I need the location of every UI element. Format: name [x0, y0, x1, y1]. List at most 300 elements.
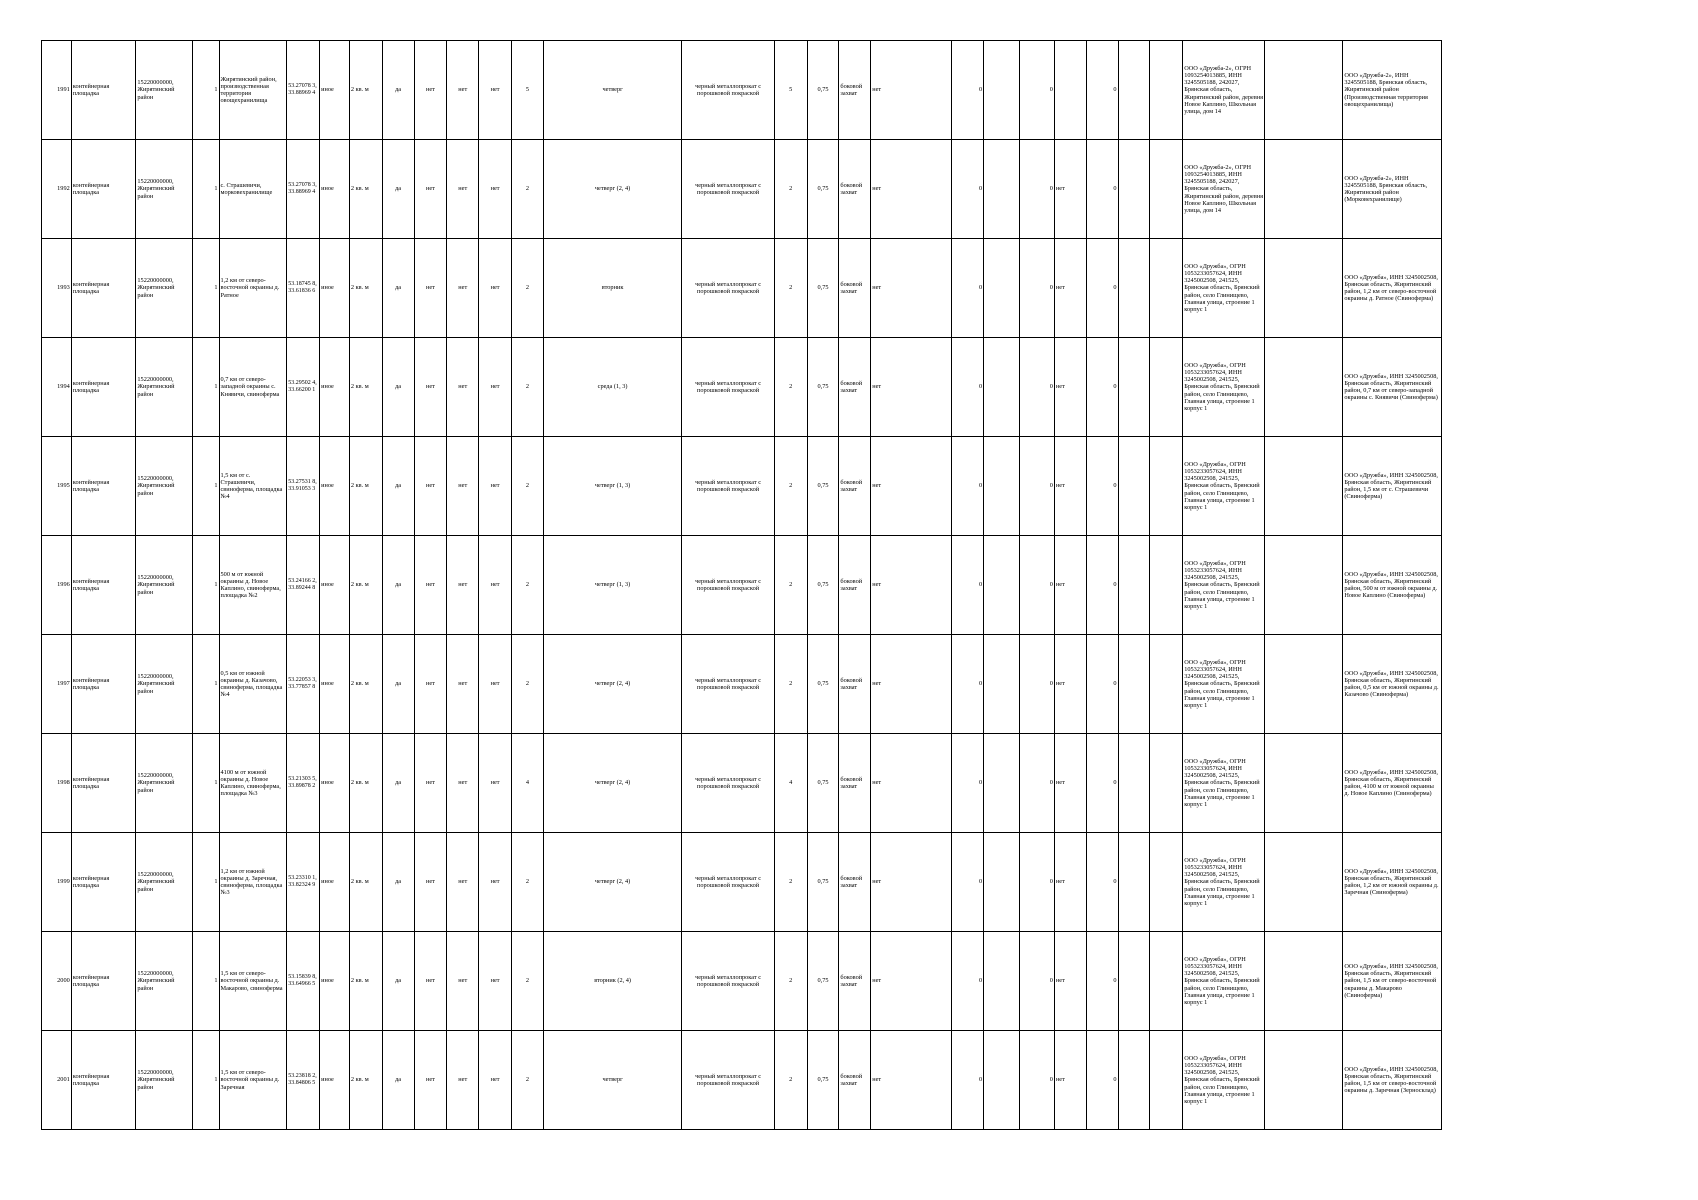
lid-flag: нет: [871, 41, 952, 140]
fence-flag: да: [382, 833, 414, 932]
schedule: четверг (1, 3): [543, 437, 682, 536]
area: 2 кв. м: [349, 734, 382, 833]
container-count: 2: [774, 437, 807, 536]
flag-5: нет: [1054, 536, 1086, 635]
zero-value-2: 0: [1020, 437, 1055, 536]
container-volume: 0,75: [807, 140, 839, 239]
flag-3: нет: [447, 41, 479, 140]
container-material: черный металлопрокат с порошковой покраской: [682, 833, 774, 932]
surface-type: иное: [320, 437, 350, 536]
container-count: 5: [774, 41, 807, 140]
flag-3: нет: [447, 140, 479, 239]
empty-cell: [1150, 338, 1183, 437]
flag-5: нет: [1054, 140, 1086, 239]
empty-cell: [1265, 734, 1343, 833]
row-number: 1996: [42, 536, 72, 635]
empty-cell: [1150, 41, 1183, 140]
empty-cell: [1265, 1031, 1343, 1130]
flag-4: нет: [479, 41, 512, 140]
coordinates: 53.27078 3, 33.88969 4: [287, 41, 320, 140]
empty-cell: [1265, 41, 1343, 140]
flag-4: нет: [479, 239, 512, 338]
empty-cell: [1150, 140, 1183, 239]
owner-details: ООО «Дружба», ОГРН 1053233057624, ИНН 3245002508, 241525, Брянская область, Брянский район, село Глинищево, Главная улица, строение 1 корпус 1: [1183, 932, 1265, 1031]
row-number: 1998: [42, 734, 72, 833]
empty-cell: [1150, 734, 1183, 833]
zero-value-3: 0: [1086, 635, 1118, 734]
site-type: контейнерная площадка: [71, 833, 136, 932]
container-volume: 0,75: [807, 635, 839, 734]
surface-type: иное: [320, 536, 350, 635]
site-count: 1: [192, 734, 219, 833]
surface-type: иное: [320, 239, 350, 338]
waste-source: ООО «Дружба», ИНН 3245002508, Брянская область, Жирятинский район, 500 м от южной окраины д. Новое Каплино (Свиноферма): [1343, 536, 1442, 635]
waste-source: ООО «Дружба», ИНН 3245002508, Брянская область, Жирятинский район, 1,5 км от с. Страшевичи (Свиноферма): [1343, 437, 1442, 536]
canopy-flag: нет: [414, 932, 447, 1031]
canopy-flag: нет: [414, 41, 447, 140]
flag-3: нет: [447, 734, 479, 833]
row-number: 1991: [42, 41, 72, 140]
zero-value-3: 0: [1086, 437, 1118, 536]
coordinates: 53.24166 2, 33.89244 8: [287, 536, 320, 635]
container-volume: 0,75: [807, 734, 839, 833]
registry-body: [42, 41, 1442, 1130]
zero-value-3: 0: [1086, 338, 1118, 437]
location: 0,5 км от южной окраины д. Казачово, свиноферма, площадка №4: [219, 635, 287, 734]
empty-cell: [1118, 932, 1150, 1031]
coordinates: 53.18745 8, 33.61836 6: [287, 239, 320, 338]
fence-flag: да: [382, 437, 414, 536]
okato-district: 15220000000, Жирятинский район: [136, 140, 192, 239]
table-row: [42, 932, 1442, 1031]
zero-value-1: 0: [952, 41, 984, 140]
zero-value-2: 0: [1020, 536, 1055, 635]
owner-details: ООО «Дружба», ОГРН 1053233057624, ИНН 3245002508, 241525, Брянская область, Брянский район, село Глинищево, Главная улица, строение 1 корпус 1: [1183, 338, 1265, 437]
table-row: [42, 1031, 1442, 1130]
okato-district: 15220000000, Жирятинский район: [136, 239, 192, 338]
zero-value-1: 0: [952, 140, 984, 239]
canopy-flag: нет: [414, 140, 447, 239]
empty-cell: [1265, 932, 1343, 1031]
waste-source: ООО «Дружба», ИНН 3245002508, Брянская область, Жирятинский район, 0,7 км от северо-западной окраины с. Княвичи (Свиноферма): [1343, 338, 1442, 437]
zero-value-3: 0: [1086, 833, 1118, 932]
area: 2 кв. м: [349, 1031, 382, 1130]
schedule: среда (1, 3): [543, 338, 682, 437]
lid-flag: нет: [871, 1031, 952, 1130]
location: 4100 м от южной окраины д. Новое Каплино, свиноферма, площадка №3: [219, 734, 287, 833]
empty-cell: [1150, 932, 1183, 1031]
flag-4: нет: [479, 932, 512, 1031]
lid-flag: нет: [871, 734, 952, 833]
table-row: [42, 833, 1442, 932]
site-type: контейнерная площадка: [71, 635, 136, 734]
container-count: 2: [774, 1031, 807, 1130]
table-row: [42, 140, 1442, 239]
lid-flag: нет: [871, 833, 952, 932]
container-count: 2: [774, 140, 807, 239]
waste-source: ООО «Дружба», ИНН 3245002508, Брянская область, Жирятинский район, 1,2 км от северо-восточной окраины д. Ратное (Свиноферма): [1343, 239, 1442, 338]
empty-cell: [1150, 239, 1183, 338]
flag-5: нет: [1054, 833, 1086, 932]
container-number: 2: [512, 635, 544, 734]
surface-type: иное: [320, 1031, 350, 1130]
coordinates: 53.21303 5, 33.89878 2: [287, 734, 320, 833]
empty-cell: [1118, 635, 1150, 734]
coordinates: 53.22053 3, 33.77857 8: [287, 635, 320, 734]
table-row: [42, 239, 1442, 338]
empty-cell: [1118, 239, 1150, 338]
empty-cell: [1150, 1031, 1183, 1130]
owner-details: ООО «Дружба-2», ОГРН 1093254013885, ИНН 3245505188, 242027, Брянская область, Жирятинский район, деревня Новое Каплино, Школьная улица, дом 14: [1183, 140, 1265, 239]
zero-value-1: 0: [952, 1031, 984, 1130]
container-count: 2: [774, 239, 807, 338]
owner-details: ООО «Дружба», ОГРН 1053233057624, ИНН 3245002508, 241525, Брянская область, Брянский район, село Глинищево, Главная улица, строение 1 корпус 1: [1183, 536, 1265, 635]
empty-cell: [1118, 41, 1150, 140]
schedule: вторник (2, 4): [543, 932, 682, 1031]
canopy-flag: нет: [414, 239, 447, 338]
loading-type: боковой захват: [839, 239, 871, 338]
lid-flag: нет: [871, 536, 952, 635]
canopy-flag: нет: [414, 338, 447, 437]
empty-cell: [1265, 536, 1343, 635]
schedule: четверг (1, 3): [543, 536, 682, 635]
lid-flag: нет: [871, 338, 952, 437]
surface-type: иное: [320, 833, 350, 932]
empty-cell: [984, 734, 1020, 833]
schedule: четверг (2, 4): [543, 734, 682, 833]
surface-type: иное: [320, 635, 350, 734]
area: 2 кв. м: [349, 536, 382, 635]
container-count: 2: [774, 932, 807, 1031]
loading-type: боковой захват: [839, 536, 871, 635]
container-material: черный металлопрокат с порошковой покраской: [682, 41, 774, 140]
waste-source: ООО «Дружба», ИНН 3245002508, Брянская область, Жирятинский район, 1,2 км от южной окраины д. Заречная (Свиноферма): [1343, 833, 1442, 932]
owner-details: ООО «Дружба-2», ОГРН 1093254013885, ИНН 3245505188, 242027, Брянская область, Жирятинский район, деревня Новое Каплино, Школьная улица, дом 14: [1183, 41, 1265, 140]
location: 0,7 км от северо-западной окраины с. Княвичи, свиноферма: [219, 338, 287, 437]
canopy-flag: нет: [414, 635, 447, 734]
container-volume: 0,75: [807, 536, 839, 635]
okato-district: 15220000000, Жирятинский район: [136, 734, 192, 833]
empty-cell: [1265, 338, 1343, 437]
zero-value-3: 0: [1086, 140, 1118, 239]
empty-cell: [1150, 833, 1183, 932]
container-volume: 0,75: [807, 833, 839, 932]
empty-cell: [984, 635, 1020, 734]
loading-type: боковой захват: [839, 635, 871, 734]
zero-value-1: 0: [952, 833, 984, 932]
okato-district: 15220000000, Жирятинский район: [136, 635, 192, 734]
table-row: [42, 41, 1442, 140]
okato-district: 15220000000, Жирятинский район: [136, 1031, 192, 1130]
site-type: контейнерная площадка: [71, 536, 136, 635]
fence-flag: да: [382, 734, 414, 833]
schedule: четверг: [543, 41, 682, 140]
registry-table: [41, 40, 1442, 1130]
container-count: 2: [774, 338, 807, 437]
coordinates: 53.15839 8, 33.64966 5: [287, 932, 320, 1031]
loading-type: боковой захват: [839, 437, 871, 536]
empty-cell: [984, 239, 1020, 338]
empty-cell: [984, 437, 1020, 536]
location: 1,2 км от северо-восточной окраины д. Ратное: [219, 239, 287, 338]
zero-value-2: 0: [1020, 635, 1055, 734]
schedule: вторник: [543, 239, 682, 338]
zero-value-3: 0: [1086, 239, 1118, 338]
area: 2 кв. м: [349, 140, 382, 239]
area: 2 кв. м: [349, 932, 382, 1031]
container-number: 2: [512, 239, 544, 338]
flag-5: нет: [1054, 1031, 1086, 1130]
loading-type: боковой захват: [839, 1031, 871, 1130]
container-count: 2: [774, 635, 807, 734]
waste-source: ООО «Дружба-2», ИНН 3245505188, Брянская область, Жирятинский район (Морковехранилище): [1343, 140, 1442, 239]
owner-details: ООО «Дружба», ОГРН 1053233057624, ИНН 3245002508, 241525, Брянская область, Брянский район, село Глинищево, Главная улица, строение 1 корпус 1: [1183, 437, 1265, 536]
fence-flag: да: [382, 239, 414, 338]
flag-3: нет: [447, 833, 479, 932]
owner-details: ООО «Дружба», ОГРН 1053233057624, ИНН 3245002508, 241525, Брянская область, Брянский район, село Глинищево, Главная улица, строение 1 корпус 1: [1183, 734, 1265, 833]
container-volume: 0,75: [807, 437, 839, 536]
zero-value-1: 0: [952, 932, 984, 1031]
fence-flag: да: [382, 1031, 414, 1130]
canopy-flag: нет: [414, 833, 447, 932]
area: 2 кв. м: [349, 41, 382, 140]
container-material: черный металлопрокат с порошковой покраской: [682, 140, 774, 239]
site-count: 1: [192, 635, 219, 734]
fence-flag: да: [382, 41, 414, 140]
site-count: 1: [192, 338, 219, 437]
empty-cell: [1118, 536, 1150, 635]
container-count: 2: [774, 536, 807, 635]
location: 1,5 км от северо-восточной окраины д. Макарово, свиноферма: [219, 932, 287, 1031]
okato-district: 15220000000, Жирятинский район: [136, 932, 192, 1031]
site-type: контейнерная площадка: [71, 932, 136, 1031]
flag-4: нет: [479, 1031, 512, 1130]
container-volume: 0,75: [807, 932, 839, 1031]
container-volume: 0,75: [807, 41, 839, 140]
zero-value-1: 0: [952, 734, 984, 833]
table-row: [42, 734, 1442, 833]
owner-details: ООО «Дружба», ОГРН 1053233057624, ИНН 3245002508, 241525, Брянская область, Брянский район, село Глинищево, Главная улица, строение 1 корпус 1: [1183, 635, 1265, 734]
zero-value-2: 0: [1020, 338, 1055, 437]
zero-value-3: 0: [1086, 932, 1118, 1031]
empty-cell: [1265, 437, 1343, 536]
loading-type: боковой захват: [839, 140, 871, 239]
site-count: 1: [192, 536, 219, 635]
flag-5: [1054, 41, 1086, 140]
empty-cell: [1265, 635, 1343, 734]
row-number: 1999: [42, 833, 72, 932]
area: 2 кв. м: [349, 437, 382, 536]
container-number: 2: [512, 536, 544, 635]
empty-cell: [1265, 833, 1343, 932]
empty-cell: [984, 1031, 1020, 1130]
surface-type: иное: [320, 41, 350, 140]
fence-flag: да: [382, 338, 414, 437]
zero-value-3: 0: [1086, 41, 1118, 140]
loading-type: боковой захват: [839, 41, 871, 140]
container-number: 4: [512, 734, 544, 833]
zero-value-2: 0: [1020, 239, 1055, 338]
waste-source: ООО «Дружба», ИНН 3245002508, Брянская область, Жирятинский район, 4100 м от южной окраины д. Новое Каплино (Свиноферма): [1343, 734, 1442, 833]
flag-5: нет: [1054, 437, 1086, 536]
site-type: контейнерная площадка: [71, 239, 136, 338]
flag-4: нет: [479, 536, 512, 635]
empty-cell: [1265, 239, 1343, 338]
lid-flag: нет: [871, 437, 952, 536]
flag-4: нет: [479, 833, 512, 932]
surface-type: иное: [320, 338, 350, 437]
table-row: [42, 635, 1442, 734]
row-number: 1994: [42, 338, 72, 437]
site-type: контейнерная площадка: [71, 437, 136, 536]
container-material: черный металлопрокат с порошковой покраской: [682, 437, 774, 536]
site-count: 1: [192, 437, 219, 536]
flag-5: нет: [1054, 932, 1086, 1031]
flag-4: нет: [479, 338, 512, 437]
zero-value-1: 0: [952, 437, 984, 536]
zero-value-2: 0: [1020, 734, 1055, 833]
fence-flag: да: [382, 140, 414, 239]
empty-cell: [1118, 437, 1150, 536]
row-number: 1997: [42, 635, 72, 734]
container-volume: 0,75: [807, 338, 839, 437]
flag-5: нет: [1054, 338, 1086, 437]
flag-3: нет: [447, 1031, 479, 1130]
okato-district: 15220000000, Жирятинский район: [136, 41, 192, 140]
flag-3: нет: [447, 536, 479, 635]
location: Жирятинский район, производственная территория овощехранилища: [219, 41, 287, 140]
fence-flag: да: [382, 536, 414, 635]
flag-3: нет: [447, 635, 479, 734]
coordinates: 53.27531 8, 33.91053 3: [287, 437, 320, 536]
lid-flag: нет: [871, 932, 952, 1031]
site-type: контейнерная площадка: [71, 338, 136, 437]
container-material: черный металлопрокат с порошковой покраской: [682, 338, 774, 437]
container-material: черный металлопрокат с порошковой покраской: [682, 635, 774, 734]
site-type: контейнерная площадка: [71, 140, 136, 239]
container-material: черный металлопрокат с порошковой покраской: [682, 239, 774, 338]
site-count: 1: [192, 140, 219, 239]
container-number: 2: [512, 338, 544, 437]
empty-cell: [1265, 140, 1343, 239]
empty-cell: [1118, 140, 1150, 239]
container-number: 2: [512, 140, 544, 239]
location: 1,5 км от с. Страшевичи, свиноферма, площадка №4: [219, 437, 287, 536]
container-material: черный металлопрокат с порошковой покраской: [682, 932, 774, 1031]
container-material: черный металлопрокат с порошковой покраской: [682, 734, 774, 833]
loading-type: боковой захват: [839, 734, 871, 833]
empty-cell: [1150, 536, 1183, 635]
coordinates: 53.29502 4, 33.66200 1: [287, 338, 320, 437]
waste-source: ООО «Дружба», ИНН 3245002508, Брянская область, Жирятинский район, 0,5 км от южной окраины д. Казачово (Свиноферма): [1343, 635, 1442, 734]
empty-cell: [1150, 437, 1183, 536]
empty-cell: [984, 932, 1020, 1031]
container-number: 5: [512, 41, 544, 140]
site-count: 1: [192, 1031, 219, 1130]
table-row: [42, 536, 1442, 635]
table-row: [42, 338, 1442, 437]
site-type: контейнерная площадка: [71, 1031, 136, 1130]
canopy-flag: нет: [414, 536, 447, 635]
empty-cell: [1150, 635, 1183, 734]
area: 2 кв. м: [349, 338, 382, 437]
zero-value-1: 0: [952, 239, 984, 338]
zero-value-2: 0: [1020, 1031, 1055, 1130]
fence-flag: да: [382, 932, 414, 1031]
empty-cell: [1118, 1031, 1150, 1130]
zero-value-2: 0: [1020, 932, 1055, 1031]
row-number: 1993: [42, 239, 72, 338]
empty-cell: [984, 140, 1020, 239]
empty-cell: [1118, 338, 1150, 437]
lid-flag: нет: [871, 140, 952, 239]
area: 2 кв. м: [349, 239, 382, 338]
zero-value-1: 0: [952, 338, 984, 437]
flag-5: нет: [1054, 734, 1086, 833]
flag-5: нет: [1054, 635, 1086, 734]
okato-district: 15220000000, Жирятинский район: [136, 536, 192, 635]
schedule: четверг (2, 4): [543, 140, 682, 239]
flag-3: нет: [447, 932, 479, 1031]
empty-cell: [984, 833, 1020, 932]
table-row: [42, 437, 1442, 536]
loading-type: боковой захват: [839, 833, 871, 932]
empty-cell: [984, 41, 1020, 140]
flag-3: нет: [447, 338, 479, 437]
empty-cell: [984, 338, 1020, 437]
schedule: четверг (2, 4): [543, 635, 682, 734]
surface-type: иное: [320, 734, 350, 833]
surface-type: иное: [320, 932, 350, 1031]
zero-value-3: 0: [1086, 1031, 1118, 1130]
location: 1,5 км от северо-восточной окраины д. Заречная: [219, 1031, 287, 1130]
zero-value-3: 0: [1086, 734, 1118, 833]
flag-4: нет: [479, 734, 512, 833]
location: 500 м от южной окраины д. Новое Каплино, свиноферма, площадка №2: [219, 536, 287, 635]
site-count: 1: [192, 239, 219, 338]
location: с. Страшевичи, морковехранилище: [219, 140, 287, 239]
okato-district: 15220000000, Жирятинский район: [136, 833, 192, 932]
site-count: 1: [192, 932, 219, 1031]
container-material: черный металлопрокат с порошковой покраской: [682, 536, 774, 635]
flag-4: нет: [479, 635, 512, 734]
container-count: 2: [774, 833, 807, 932]
row-number: 1992: [42, 140, 72, 239]
zero-value-1: 0: [952, 635, 984, 734]
zero-value-3: 0: [1086, 536, 1118, 635]
container-number: 2: [512, 1031, 544, 1130]
okato-district: 15220000000, Жирятинский район: [136, 338, 192, 437]
container-number: 2: [512, 437, 544, 536]
lid-flag: нет: [871, 239, 952, 338]
flag-3: нет: [447, 239, 479, 338]
container-material: черный металлопрокат с порошковой покраской: [682, 1031, 774, 1130]
empty-cell: [984, 536, 1020, 635]
lid-flag: нет: [871, 635, 952, 734]
row-number: 2000: [42, 932, 72, 1031]
site-type: контейнерная площадка: [71, 41, 136, 140]
container-number: 2: [512, 833, 544, 932]
row-number: 2001: [42, 1031, 72, 1130]
zero-value-2: 0: [1020, 833, 1055, 932]
flag-4: нет: [479, 437, 512, 536]
flag-4: нет: [479, 140, 512, 239]
zero-value-2: 0: [1020, 140, 1055, 239]
coordinates: 53.23310 1, 33.82324 9: [287, 833, 320, 932]
surface-type: иное: [320, 140, 350, 239]
empty-cell: [1118, 833, 1150, 932]
site-count: 1: [192, 41, 219, 140]
